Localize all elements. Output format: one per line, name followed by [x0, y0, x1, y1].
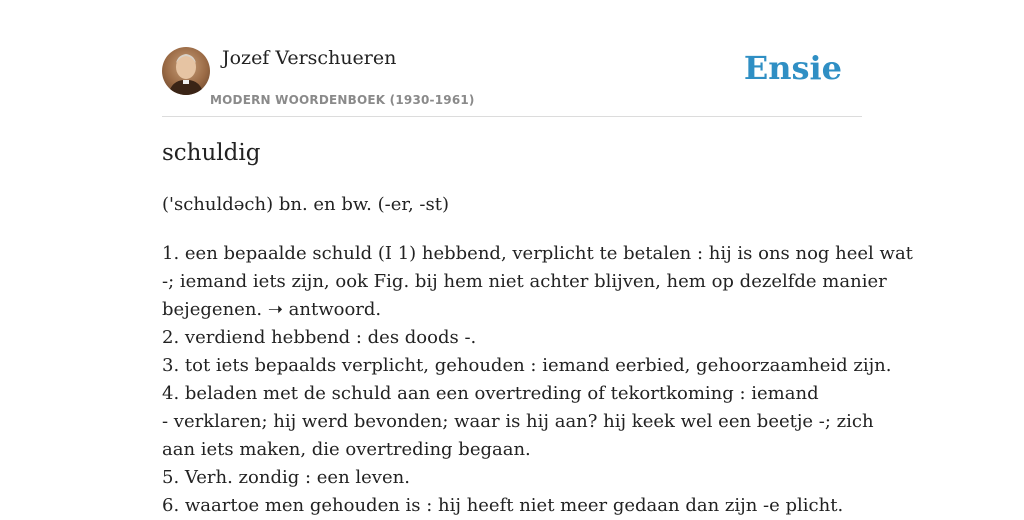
- avatar[interactable]: [162, 47, 210, 95]
- definition-line: 5. Verh. zondig : een leven.: [162, 467, 410, 488]
- definition-line: bejegenen. ➝ antwoord.: [162, 299, 382, 320]
- entry-headword: schuldig: [162, 140, 261, 166]
- definition-line: 6. waartoe men gehouden is : hij heeft niet meer gedaan dan zijn -e plicht.: [162, 495, 844, 516]
- definition-line: 1. een bepaalde schuld (I 1) hebbend, verplicht te betalen : hij is ons nog heel wat: [162, 243, 913, 264]
- entry-definition: [162, 240, 913, 520]
- definition-line: aan iets maken, die overtreding begaan.: [162, 439, 531, 460]
- definition-line: -; iemand iets zijn, ook Fig. bij hem niet achter blijven, hem op dezelfde manier: [162, 271, 887, 292]
- source-label[interactable]: MODERN WOORDENBOEK (1930-1961): [210, 93, 475, 107]
- definition-line: 2. verdiend hebbend : des doods -.: [162, 327, 477, 348]
- author-name[interactable]: Jozef Verschueren: [222, 47, 397, 69]
- page-header: [162, 40, 862, 117]
- definition-line: - verklaren; hij werd bevonden; waar is hij aan? hij keek wel een beetje -; zich: [162, 411, 874, 432]
- definition-line: 3. tot iets bepaalds verplicht, gehouden : iemand eerbied, gehoorzaamheid zijn.: [162, 355, 892, 376]
- portrait-icon: [162, 47, 210, 95]
- definition-line: 4. beladen met de schuld aan een overtreding of tekortkoming : iemand: [162, 383, 819, 404]
- entry-pronunciation: ('schuldəch) bn. en bw. (-er, -st): [162, 194, 449, 215]
- ensie-logo[interactable]: Ensie: [743, 49, 842, 87]
